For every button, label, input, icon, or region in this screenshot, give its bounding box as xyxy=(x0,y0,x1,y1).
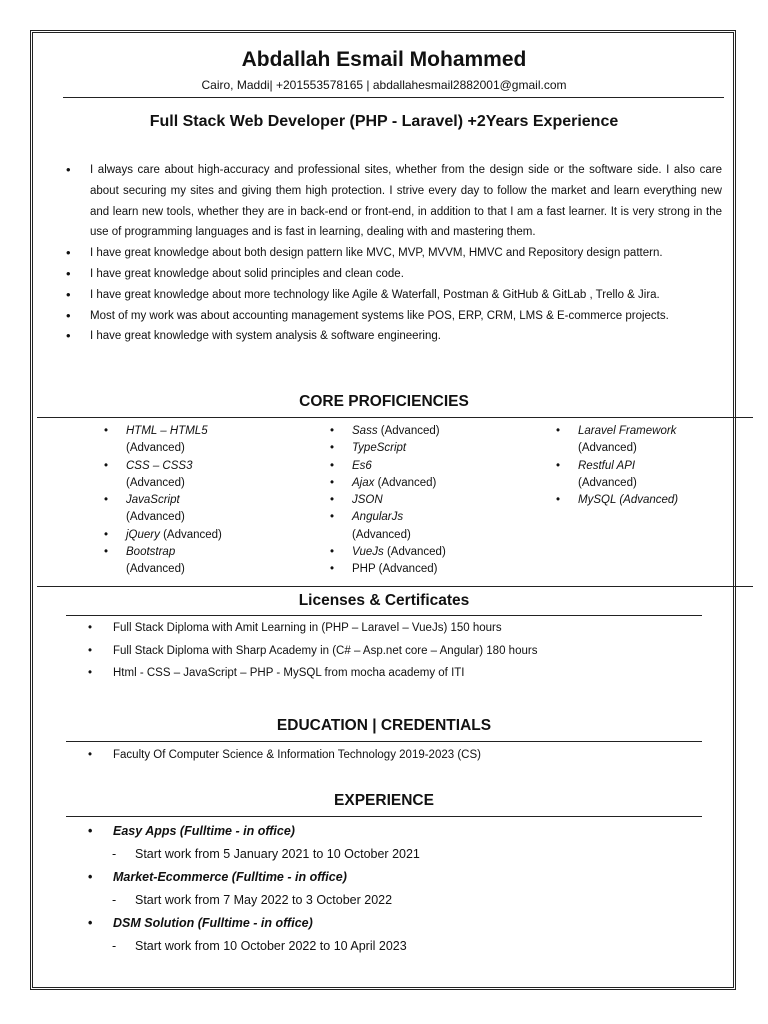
summary-item: • Most of my work was about accounting management systems like POS, ERP, CRM, LMS & E-commerce projects. xyxy=(66,306,722,327)
skill-item: • Restful API (Advanced) xyxy=(556,458,736,493)
skill-item: • AngularJs (Advanced) xyxy=(330,509,530,544)
skill-item: • PHP (Advanced) xyxy=(330,561,530,578)
core-divider xyxy=(37,417,753,418)
education-item: • Faculty Of Computer Science & Information Technology 2019-2023 (CS) xyxy=(88,744,481,767)
skills-column-3 xyxy=(556,423,736,509)
skill-item: • Laravel Framework (Advanced) xyxy=(556,423,736,458)
experience-list xyxy=(88,820,420,958)
education-list xyxy=(88,744,481,767)
skill-item: • HTML – HTML5 (Advanced) xyxy=(104,423,304,458)
licenses-list xyxy=(88,617,537,685)
skill-item: • VueJs (Advanced) xyxy=(330,544,530,561)
headline: Full Stack Web Developer (PHP - Laravel) +2Years Experience xyxy=(149,113,619,130)
licenses-divider xyxy=(66,615,702,616)
summary-item: • I have great knowledge about solid principles and clean code. xyxy=(66,264,722,285)
license-item: • Html - CSS – JavaScript – PHP - MySQL from mocha academy of ITI xyxy=(88,662,537,685)
experience-company: • Easy Apps (Fulltime - in office) xyxy=(88,820,420,843)
license-item: • Full Stack Diploma with Sharp Academy in (C# – Asp.net core – Angular) 180 hours xyxy=(88,640,537,663)
skill-item: • CSS – CSS3 (Advanced) xyxy=(104,458,304,493)
experience-company: • Market-Ecommerce (Fulltime - in office) xyxy=(88,866,420,889)
skill-item: • Bootstrap (Advanced) xyxy=(104,544,304,579)
skill-item: • jQuery (Advanced) xyxy=(104,527,304,544)
core-proficiencies-title: CORE PROFICIENCIES xyxy=(299,393,469,410)
education-divider xyxy=(66,741,702,742)
skill-item: • JavaScript (Advanced) xyxy=(104,492,304,527)
skill-item: • TypeScript xyxy=(330,440,530,457)
skill-item: • Es6 xyxy=(330,458,530,475)
experience-dates: - Start work from 5 January 2021 to 10 October 2021 xyxy=(88,843,420,866)
experience-dates: - Start work from 7 May 2022 to 3 October 2022 xyxy=(88,889,420,912)
experience-company: • DSM Solution (Fulltime - in office) xyxy=(88,912,420,935)
skill-item: • Sass (Advanced) xyxy=(330,423,530,440)
license-item: • Full Stack Diploma with Amit Learning in (PHP – Laravel – VueJs) 150 hours xyxy=(88,617,537,640)
summary-item: • I have great knowledge with system analysis & software engineering. xyxy=(66,326,722,347)
skills-column-2 xyxy=(330,423,530,579)
summary-list xyxy=(66,160,722,347)
header-divider xyxy=(63,97,724,98)
experience-title: EXPERIENCE xyxy=(334,792,434,809)
skill-item: • JSON xyxy=(330,492,530,509)
education-title: EDUCATION | CREDENTIALS xyxy=(276,717,492,734)
skills-column-1 xyxy=(104,423,304,579)
summary-item: • I have great knowledge about both design pattern like MVC, MVP, MVVM, HMVC and Repository design pattern. xyxy=(66,243,722,264)
summary-item: • I have great knowledge about more technology like Agile & Waterfall, Postman & GitHub & GitLab , Trello & Jira. xyxy=(66,285,722,306)
experience-divider xyxy=(66,816,702,817)
summary-item: • I always care about high-accuracy and professional sites, whether from the design side or the software side. I also care about securing my sites and giving them high protection. I strive every day to follow the market and learn everything new and learn new tools, whether they are in back-end or front-end, in addition to that I am a fast learner. It is very strong in the use of programming languages and is fast in learning, dealing with and mastering them. xyxy=(66,160,722,243)
licenses-title: Licenses & Certificates xyxy=(298,592,470,609)
skill-item: • Ajax (Advanced) xyxy=(330,475,530,492)
contact-line: Cairo, Maddi| +201553578165 | abdallahesmail2882001@gmail.com xyxy=(201,78,567,92)
experience-dates: - Start work from 10 October 2022 to 10 April 2023 xyxy=(88,935,420,958)
candidate-name: Abdallah Esmail Mohammed xyxy=(241,48,527,71)
skill-item: • MySQL (Advanced) xyxy=(556,492,736,509)
core-bottom-divider xyxy=(37,586,753,587)
